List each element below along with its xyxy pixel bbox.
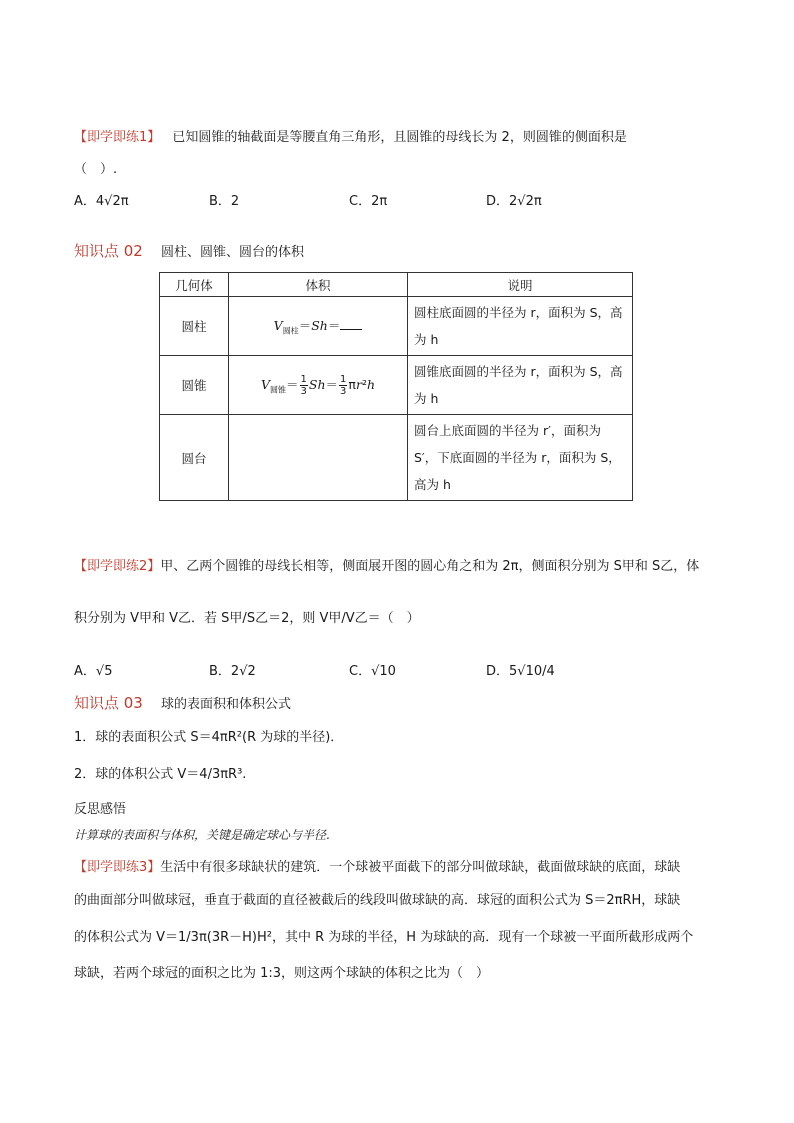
formula-volume: 2．球的体积公式 V＝4/3πR³. [74,767,247,782]
reflection-heading: 反思感悟 [74,802,127,817]
knowledge-point-title: 知识点 03 [74,694,143,712]
exercise-1 [74,126,627,145]
option-c[interactable]: C．2π [349,194,388,209]
option-b[interactable]: B．2 [209,194,240,209]
exercise-text: 生活中有很多球缺状的建筑．一个球被平面截下的部分叫做球缺，截面做球缺的底面，球缺 [160,860,681,875]
exercise-text: 甲、乙两个圆锥的母线长相等，侧面展开图的圆心角之和为 2π，侧面积分别为 S甲和 S乙，体 [160,559,700,574]
knowledge-point-subtitle: 球的表面积和体积公式 [161,697,292,712]
exercise-1-blank: （ ）. [74,162,118,177]
volume-formula [229,415,408,501]
volume-formula: $V_{圆锥}=$ $\frac{1}{3}$ Sh＝ $\frac{1}{3}$ πr²h [229,356,408,415]
table-header: 体积 [229,273,408,297]
option-b[interactable]: B．2√2 [209,664,256,679]
exercise-tag: 【即学即练2】 [74,559,161,574]
exercise-tag: 【即学即练3】 [74,860,161,875]
table-header: 几何体 [160,273,229,297]
description: 圆锥底面圆的半径为 r，面积为 S，高为 h [408,356,633,415]
exercise-3-line3: 的体积公式为 V＝1/3π(3R－H)H²，其中 R 为球的半径，H 为球缺的高．现有一个球被一平面所截形成两个 [74,930,694,945]
option-c[interactable]: C．√10 [349,664,396,679]
table-header: 说明 [408,273,633,297]
volume-formula: $V_{圆柱}=Sh=$ [229,297,408,356]
exercise-tag: 【即学即练1】 [74,130,161,145]
exercise-3 [74,856,680,875]
solid-name: 圆台 [160,415,229,501]
volume-table [159,272,633,501]
exercise-text: 已知圆锥的轴截面是等腰直角三角形，且圆锥的母线长为 2，则圆锥的侧面积是 [172,130,627,145]
knowledge-point-title: 知识点 02 [74,242,143,260]
formula-surface-area: 1．球的表面积公式 S＝4πR²(R 为球的半径)． [74,730,344,745]
knowledge-point-02-heading [74,240,304,261]
knowledge-point-03-heading [74,692,291,713]
exercise-3-line4: 球缺，若两个球冠的面积之比为 1:3，则这两个球缺的体积之比为（ ） [74,966,490,981]
table-row [160,297,633,356]
table-row [160,415,633,501]
solid-name: 圆柱 [160,297,229,356]
exercise-2-line2: 积分别为 V甲和 V乙．若 S甲/S乙＝2，则 V甲/V乙＝（ ） [74,611,420,626]
option-d[interactable]: D．5√10/4 [486,664,555,679]
option-a[interactable]: A．4√2π [74,194,129,209]
exercise-3-line2: 的曲面部分叫做球冠，垂直于截面的直径被截后的线段叫做球缺的高．球冠的面积公式为 S＝2πRH，球缺 [74,893,681,908]
solid-name: 圆锥 [160,356,229,415]
option-a[interactable]: A．√5 [74,664,113,679]
reflection-remark: 计算球的表面积与体积，关键是确定球心与半径. [74,828,330,842]
knowledge-point-subtitle: 圆柱、圆锥、圆台的体积 [161,245,305,260]
table-row [160,356,633,415]
option-d[interactable]: D．2√2π [486,194,542,209]
exercise-2 [74,555,699,574]
description: 圆柱底面圆的半径为 r，面积为 S，高为 h [408,297,633,356]
description: 圆台上底面圆的半径为 r′，面积为 S′，下底面圆的半径为 r，面积为 S，高为 h [408,415,633,501]
